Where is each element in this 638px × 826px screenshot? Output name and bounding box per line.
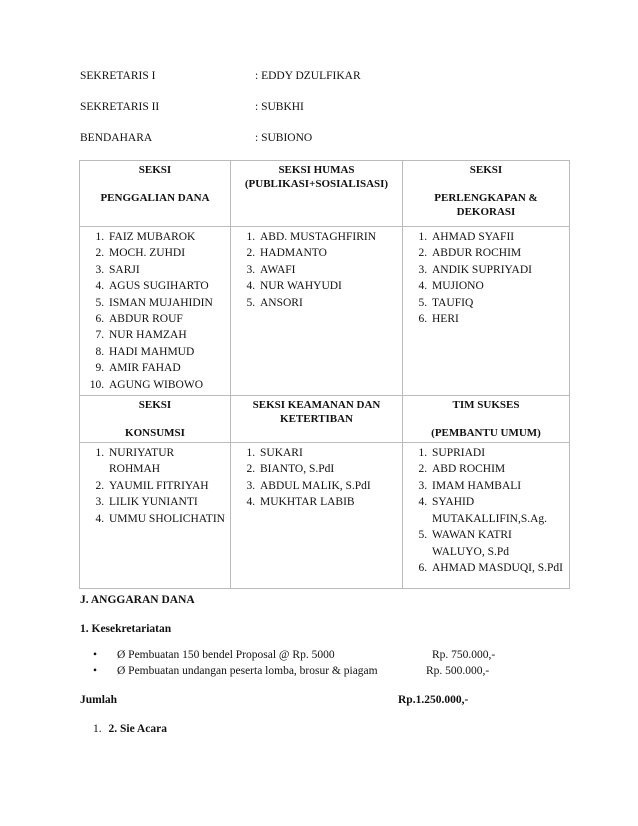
list-item: 3. AWAFI [258, 262, 397, 278]
list-item: 2. ABDUR ROCHIM [430, 245, 564, 261]
member-list [85, 229, 225, 393]
budget-item-amount: Rp. 500.000,- [426, 665, 490, 677]
section-head-perlengkapan [403, 161, 570, 227]
section-head-line: SEKSI [138, 399, 172, 412]
members-perlengkapan [403, 227, 570, 396]
list-item: 1. AHMAD SYAFII [430, 229, 564, 245]
officer-row-sekretaris-1 [80, 70, 361, 82]
list-item: 10. AGUNG WIBOWO [107, 377, 225, 393]
officer-row-sekretaris-2 [80, 101, 304, 113]
section-head-line: PENGGALIAN DANA [100, 192, 210, 204]
section-head-line: (PUBLIKASI+SOSIALISASI) [244, 178, 389, 190]
budget-total-label: Jumlah [80, 694, 118, 706]
list-item: 7. NUR HAMZAH [107, 327, 225, 343]
section-head-line: KONSUMSI [125, 427, 185, 440]
section-head-humas [231, 161, 403, 227]
budget-item-text: Ø Pembuatan 150 bendel Proposal @ Rp. 5000 [117, 649, 335, 661]
section-head-line: SEKSI [469, 164, 503, 176]
list-item: 2. HADMANTO [258, 245, 397, 261]
list-item: 3. LILIK YUNIANTI [107, 494, 225, 510]
list-item: 2. BIANTO, S.PdI [258, 461, 397, 477]
section-head-penggalian-dana [80, 161, 231, 227]
section-head-konsumsi [80, 396, 231, 443]
section-head-line: PERLENGKAPAN & DEKORASI [434, 192, 538, 218]
member-list [236, 229, 397, 311]
budget-total-amount: Rp.1.250.000,- [398, 694, 469, 706]
committee-sections-table [79, 160, 570, 589]
list-item: 5. ANSORI [258, 295, 397, 311]
list-item: 3. SARJI [107, 262, 225, 278]
officer-label: SEKRETARIS I [80, 70, 156, 82]
list-item: 8. HADI MAHMUD [107, 344, 225, 360]
officer-value: : EDDY DZULFIKAR [255, 70, 361, 82]
officer-label: SEKRETARIS II [80, 101, 160, 113]
member-list [236, 445, 397, 511]
budget-item-amount: Rp. 750.000,- [432, 649, 496, 661]
list-item: 4. MUJIONO [430, 278, 564, 294]
members-konsumsi [80, 443, 231, 589]
section-head-line: SEKSI [138, 164, 172, 176]
section-head-line: KETERTIBAN [280, 413, 353, 426]
members-penggalian-dana [80, 227, 231, 396]
next-subsection-title: 2. Sie Acara [108, 723, 167, 735]
list-item: 2. ABD ROCHIM [430, 461, 564, 477]
officer-row-bendahara [80, 132, 312, 144]
list-item: 6. HERI [430, 311, 564, 327]
officer-label: BENDAHARA [80, 132, 153, 144]
section-head-line: SEKSI KEAMANAN DAN [252, 399, 381, 412]
members-keamanan [231, 443, 403, 589]
section-header-row [80, 396, 570, 443]
list-item: 6. AHMAD MASDUQI, S.PdI [430, 560, 564, 576]
section-head-line: SEKSI HUMAS [278, 164, 355, 176]
next-subsection-number: 1. [93, 723, 102, 735]
list-item: 4. AGUS SUGIHARTO [107, 278, 225, 294]
list-item: 3. IMAM HAMBALI [430, 478, 564, 494]
members-humas [231, 227, 403, 396]
list-item: 2. YAUMIL FITRIYAH [107, 478, 225, 494]
list-item: 4. NUR WAHYUDI [258, 278, 397, 294]
list-item: 1. SUPRIADI [430, 445, 564, 461]
list-item: 4. SYAHID MUTAKALLIFIN,S.Ag. [430, 494, 564, 527]
list-item: 6. ABDUR ROUF [107, 311, 225, 327]
list-item: 9. AMIR FAHAD [107, 360, 225, 376]
section-head-tim-sukses [403, 396, 570, 443]
list-item: 2. MOCH. ZUHDI [107, 245, 225, 261]
list-item: 3. ABDUL MALIK, S.PdI [258, 478, 397, 494]
list-item: 1. NURIYATUR ROHMAH [107, 445, 225, 478]
officer-value: : SUBIONO [255, 132, 313, 144]
bullet-icon: • [93, 649, 98, 661]
budget-section-title: J. ANGGARAN DANA [80, 594, 195, 606]
list-item: 1. ABD. MUSTAGHFIRIN [258, 229, 397, 245]
list-item: 3. ANDIK SUPRIYADI [430, 262, 564, 278]
section-members-row [80, 227, 570, 396]
list-item: 4. UMMU SHOLICHATIN [107, 511, 225, 527]
members-tim-sukses [403, 443, 570, 589]
section-head-line: (PEMBANTU UMUM) [431, 427, 541, 440]
section-members-row [80, 443, 570, 589]
section-header-row [80, 161, 570, 227]
next-subsection [93, 723, 167, 735]
member-list [408, 229, 564, 327]
list-item: 1. SUKARI [258, 445, 397, 461]
budget-item [93, 649, 335, 661]
section-head-keamanan [231, 396, 403, 443]
officer-value: : SUBKHI [255, 101, 304, 113]
list-item: 5. ISMAN MUJAHIDIN [107, 295, 225, 311]
budget-item [93, 665, 378, 677]
section-head-line: TIM SUKSES [452, 399, 520, 412]
budget-item-text: Ø Pembuatan undangan peserta lomba, brosur & piagam [117, 665, 378, 677]
member-list [85, 445, 225, 527]
bullet-icon: • [93, 665, 98, 677]
list-item: 5. WAWAN KATRI WALUYO, S.Pd [430, 527, 564, 560]
member-list [408, 445, 564, 576]
list-item: 5. TAUFIQ [430, 295, 564, 311]
budget-subsection-title: 1. Kesekretariatan [80, 623, 172, 635]
list-item: 4. MUKHTAR LABIB [258, 494, 397, 510]
list-item: 1. FAIZ MUBAROK [107, 229, 225, 245]
